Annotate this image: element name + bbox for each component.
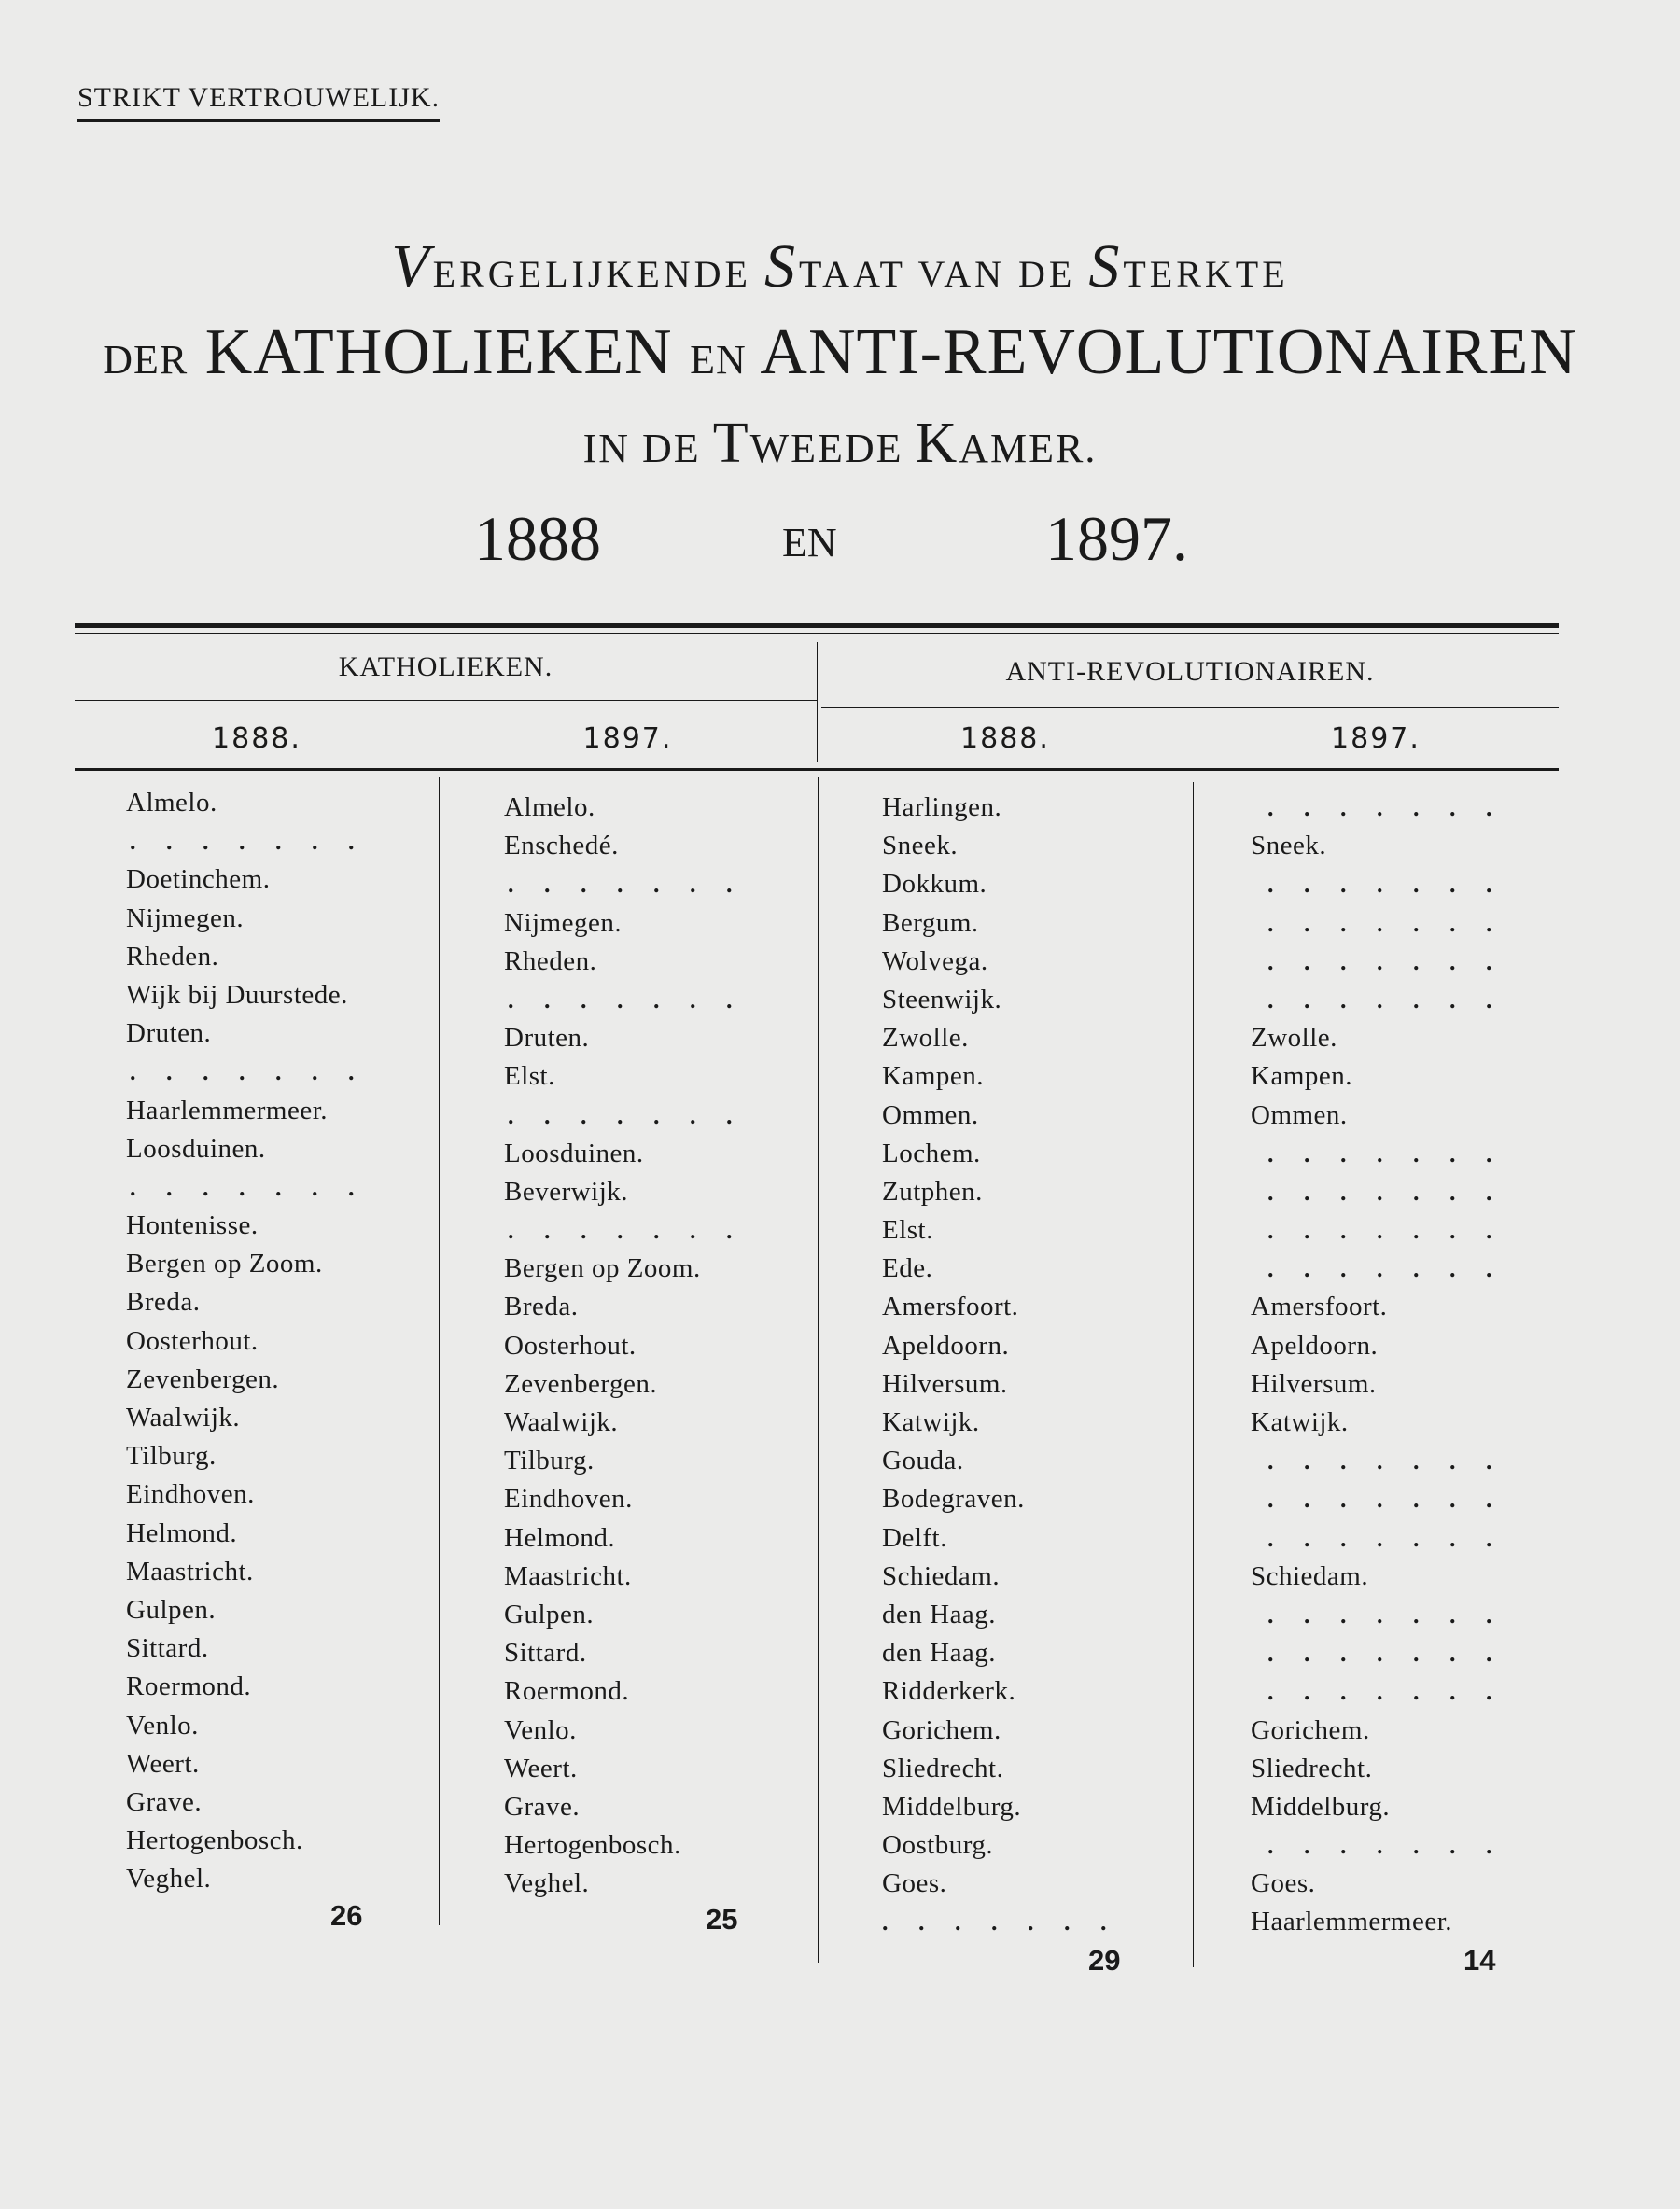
table-cell: Tilburg. [504, 1446, 595, 1476]
dotted-placeholder: . . . . . . . [1267, 1524, 1505, 1552]
table-cell: Zutphen. [882, 1176, 983, 1207]
table-cell: Weert. [504, 1753, 578, 1783]
table-cell: Dokkum. [882, 869, 987, 900]
column-divider-3 [1193, 782, 1194, 1967]
year-header-anti-1897: 1897. [1331, 722, 1421, 755]
table-cell: Sneek. [882, 831, 959, 861]
table-cell: Ommen. [1251, 1099, 1348, 1130]
table-cell: Zevenbergen. [126, 1363, 280, 1394]
table-cell: Goes. [882, 1868, 947, 1899]
table-cell: Almelo. [126, 788, 217, 818]
table-cell: Nijmegen. [126, 902, 245, 933]
column-anti-1897 [1251, 789, 1505, 1942]
table-cell: Breda. [504, 1292, 579, 1322]
title-year-1897: 1897. [1045, 503, 1188, 574]
table-cell: Sliedrecht. [882, 1753, 1004, 1783]
group-header-rule-right [821, 707, 1559, 708]
dotted-placeholder: . . . . . . . [1267, 871, 1505, 899]
table-cell: Schiedam. [882, 1560, 1001, 1591]
table-cell: Bergen op Zoom. [504, 1253, 701, 1284]
table-cell: Sliedrecht. [1251, 1753, 1373, 1783]
table-cell: Gouda. [882, 1446, 964, 1476]
table-cell: Elst. [882, 1215, 933, 1246]
table-cell: Eindhoven. [504, 1484, 633, 1515]
table-cell: Maastricht. [126, 1556, 254, 1587]
table-cell: Eindhoven. [126, 1479, 255, 1510]
column-katholieken-1888 [126, 784, 367, 1898]
table-cell: Gorichem. [1251, 1714, 1370, 1745]
table-cell: Rheden. [126, 941, 219, 972]
header-anti-revolutionairen: ANTI-REVOLUTIONAIREN. [1005, 656, 1375, 687]
table-cell: Zwolle. [882, 1023, 969, 1054]
table-cell: Sittard. [504, 1638, 587, 1669]
dotted-placeholder: . . . . . . . [1267, 1640, 1505, 1668]
year-header-kath-1897: 1897. [582, 722, 673, 755]
table-cell: Druten. [126, 1018, 212, 1049]
confidential-label: STRIKT VERTROUWELIJK. [77, 82, 440, 122]
dotted-placeholder: . . . . . . . [1267, 1255, 1505, 1283]
title-year-1888: 1888 [474, 503, 601, 574]
table-cell: Hontenisse. [126, 1210, 259, 1241]
table-cell: Helmond. [126, 1517, 238, 1548]
table-cell: Tilburg. [126, 1441, 217, 1472]
table-cell: Katwijk. [1251, 1407, 1349, 1437]
title-line-3: IN DE TWEEDE KAMER. [582, 412, 1098, 475]
table-cell: Rheden. [504, 945, 597, 976]
table-cell: Ridderkerk. [882, 1676, 1016, 1707]
table-cell: Venlo. [126, 1710, 199, 1741]
dotted-placeholder: . . . . . . . [1267, 909, 1505, 937]
table-cell: Hertogenbosch. [126, 1825, 303, 1856]
table-cell: Enschedé. [504, 831, 619, 861]
table-cell: Sneek. [1251, 831, 1327, 861]
table-cell: Oostburg. [882, 1830, 994, 1861]
table-cell: Roermond. [504, 1676, 630, 1707]
year-header-kath-1888: 1888. [212, 722, 301, 755]
dotted-placeholder: . . . . . . . [1267, 1447, 1505, 1475]
table-cell: Grave. [504, 1791, 581, 1822]
table-cell: Roermond. [126, 1671, 252, 1702]
table-cell: Kampen. [882, 1061, 984, 1092]
dotted-placeholder: . . . . . . . [1267, 1217, 1505, 1245]
dotted-placeholder: . . . . . . . [508, 986, 745, 1014]
year-header-anti-1888: 1888. [960, 722, 1050, 755]
table-cell: Grave. [126, 1786, 203, 1817]
table-cell: Zwolle. [1251, 1023, 1337, 1054]
table-cell: Nijmegen. [504, 907, 623, 938]
table-cell: Weert. [126, 1748, 200, 1779]
table-cell: Amersfoort. [1251, 1292, 1388, 1322]
dotted-placeholder: . . . . . . . [508, 871, 745, 899]
column-katholieken-1897 [504, 789, 745, 1903]
dotted-placeholder: . . . . . . . [1267, 986, 1505, 1014]
table-top-rule [75, 623, 1559, 628]
table-top-rule-thin [75, 633, 1559, 634]
table-cell: Wijk bij Duurstede. [126, 979, 348, 1010]
dotted-placeholder: . . . . . . . [508, 1217, 745, 1245]
table-cell: Apeldoorn. [882, 1330, 1010, 1361]
dotted-placeholder: . . . . . . . [1267, 794, 1505, 821]
table-cell: Druten. [504, 1023, 590, 1054]
table-cell: Haarlemmermeer. [126, 1095, 329, 1125]
table-cell: Wolvega. [882, 945, 988, 976]
dotted-placeholder: . . . . . . . [1267, 1678, 1505, 1706]
column-divider-1 [439, 777, 440, 1925]
table-cell: Zevenbergen. [504, 1368, 658, 1399]
dotted-placeholder: . . . . . . . [1267, 1178, 1505, 1206]
table-cell: Waalwijk. [126, 1403, 241, 1433]
total-katholieken-1897: 25 [706, 1903, 738, 1936]
table-cell: Steenwijk. [882, 984, 1002, 1014]
table-cell: Goes. [1251, 1868, 1316, 1899]
table-cell: Ede. [882, 1253, 933, 1284]
table-cell: Venlo. [504, 1714, 577, 1745]
table-cell: Breda. [126, 1287, 201, 1318]
table-cell: Almelo. [504, 792, 595, 822]
table-cell: Hertogenbosch. [504, 1830, 681, 1861]
table-cell: den Haag. [882, 1638, 997, 1669]
table-cell: Lochem. [882, 1138, 981, 1168]
table-cell: Gulpen. [504, 1599, 595, 1629]
table-cell: Maastricht. [504, 1560, 632, 1591]
table-cell: Middelburg. [882, 1791, 1022, 1822]
group-header-rule-left [75, 700, 817, 701]
header-katholieken: KATHOLIEKEN. [338, 651, 553, 682]
table-cell: den Haag. [882, 1599, 997, 1629]
table-cell: Bergen op Zoom. [126, 1249, 323, 1279]
title-en: EN [782, 520, 837, 566]
table-cell: Harlingen. [882, 792, 1002, 822]
table-cell: Loosduinen. [504, 1138, 644, 1168]
table-cell: Katwijk. [882, 1407, 980, 1437]
table-cell: Ommen. [882, 1099, 979, 1130]
dotted-placeholder: . . . . . . . [130, 828, 367, 856]
table-cell: Haarlemmermeer. [1251, 1907, 1453, 1937]
table-cell: Bergum. [882, 907, 979, 938]
table-cell: Oosterhout. [504, 1330, 637, 1361]
dotted-placeholder: . . . . . . . [130, 1058, 367, 1086]
table-cell: Veghel. [504, 1868, 590, 1899]
dotted-placeholder: . . . . . . . [1267, 1139, 1505, 1167]
table-cell: Beverwijk. [504, 1176, 629, 1207]
table-cell: Kampen. [1251, 1061, 1352, 1092]
table-cell: Veghel. [126, 1864, 212, 1894]
table-cell: Helmond. [504, 1522, 616, 1553]
table-cell: Hilversum. [882, 1368, 1008, 1399]
total-anti-1897: 14 [1463, 1944, 1496, 1977]
title-line-1: VERGELIJKENDE STAAT VAN DE STERKTE [391, 232, 1289, 301]
dotted-placeholder: . . . . . . . [1267, 947, 1505, 975]
dotted-placeholder: . . . . . . . [508, 1101, 745, 1129]
dotted-placeholder: . . . . . . . [1267, 1486, 1505, 1514]
table-cell: Apeldoorn. [1251, 1330, 1379, 1361]
table-cell: Middelburg. [1251, 1791, 1391, 1822]
dotted-placeholder: . . . . . . . [130, 1173, 367, 1201]
title-line-2: DER KATHOLIEKEN EN ANTI-REVOLUTIONAIREN [103, 316, 1577, 388]
table-cell: Bodegraven. [882, 1484, 1025, 1515]
column-anti-1888 [882, 789, 1119, 1942]
table-cell: Gorichem. [882, 1714, 1001, 1745]
total-anti-1888: 29 [1088, 1944, 1121, 1977]
table-cell: Gulpen. [126, 1594, 217, 1625]
table-cell: Doetinchem. [126, 864, 271, 895]
dotted-placeholder: . . . . . . . [1267, 1601, 1505, 1629]
total-katholieken-1888: 26 [330, 1899, 363, 1932]
dotted-placeholder: . . . . . . . [1267, 1832, 1505, 1860]
table-cell: Elst. [504, 1061, 555, 1092]
column-divider-2 [818, 777, 819, 1963]
table-cell: Amersfoort. [882, 1292, 1019, 1322]
table-cell: Sittard. [126, 1633, 209, 1664]
table-cell: Schiedam. [1251, 1560, 1369, 1591]
table-cell: Hilversum. [1251, 1368, 1377, 1399]
table-cell: Delft. [882, 1522, 947, 1553]
table-cell: Loosduinen. [126, 1133, 266, 1164]
table-cell: Oosterhout. [126, 1325, 259, 1356]
dotted-placeholder: . . . . . . . [882, 1908, 1119, 1936]
year-header-rule [75, 768, 1559, 771]
table-cell: Waalwijk. [504, 1407, 619, 1437]
